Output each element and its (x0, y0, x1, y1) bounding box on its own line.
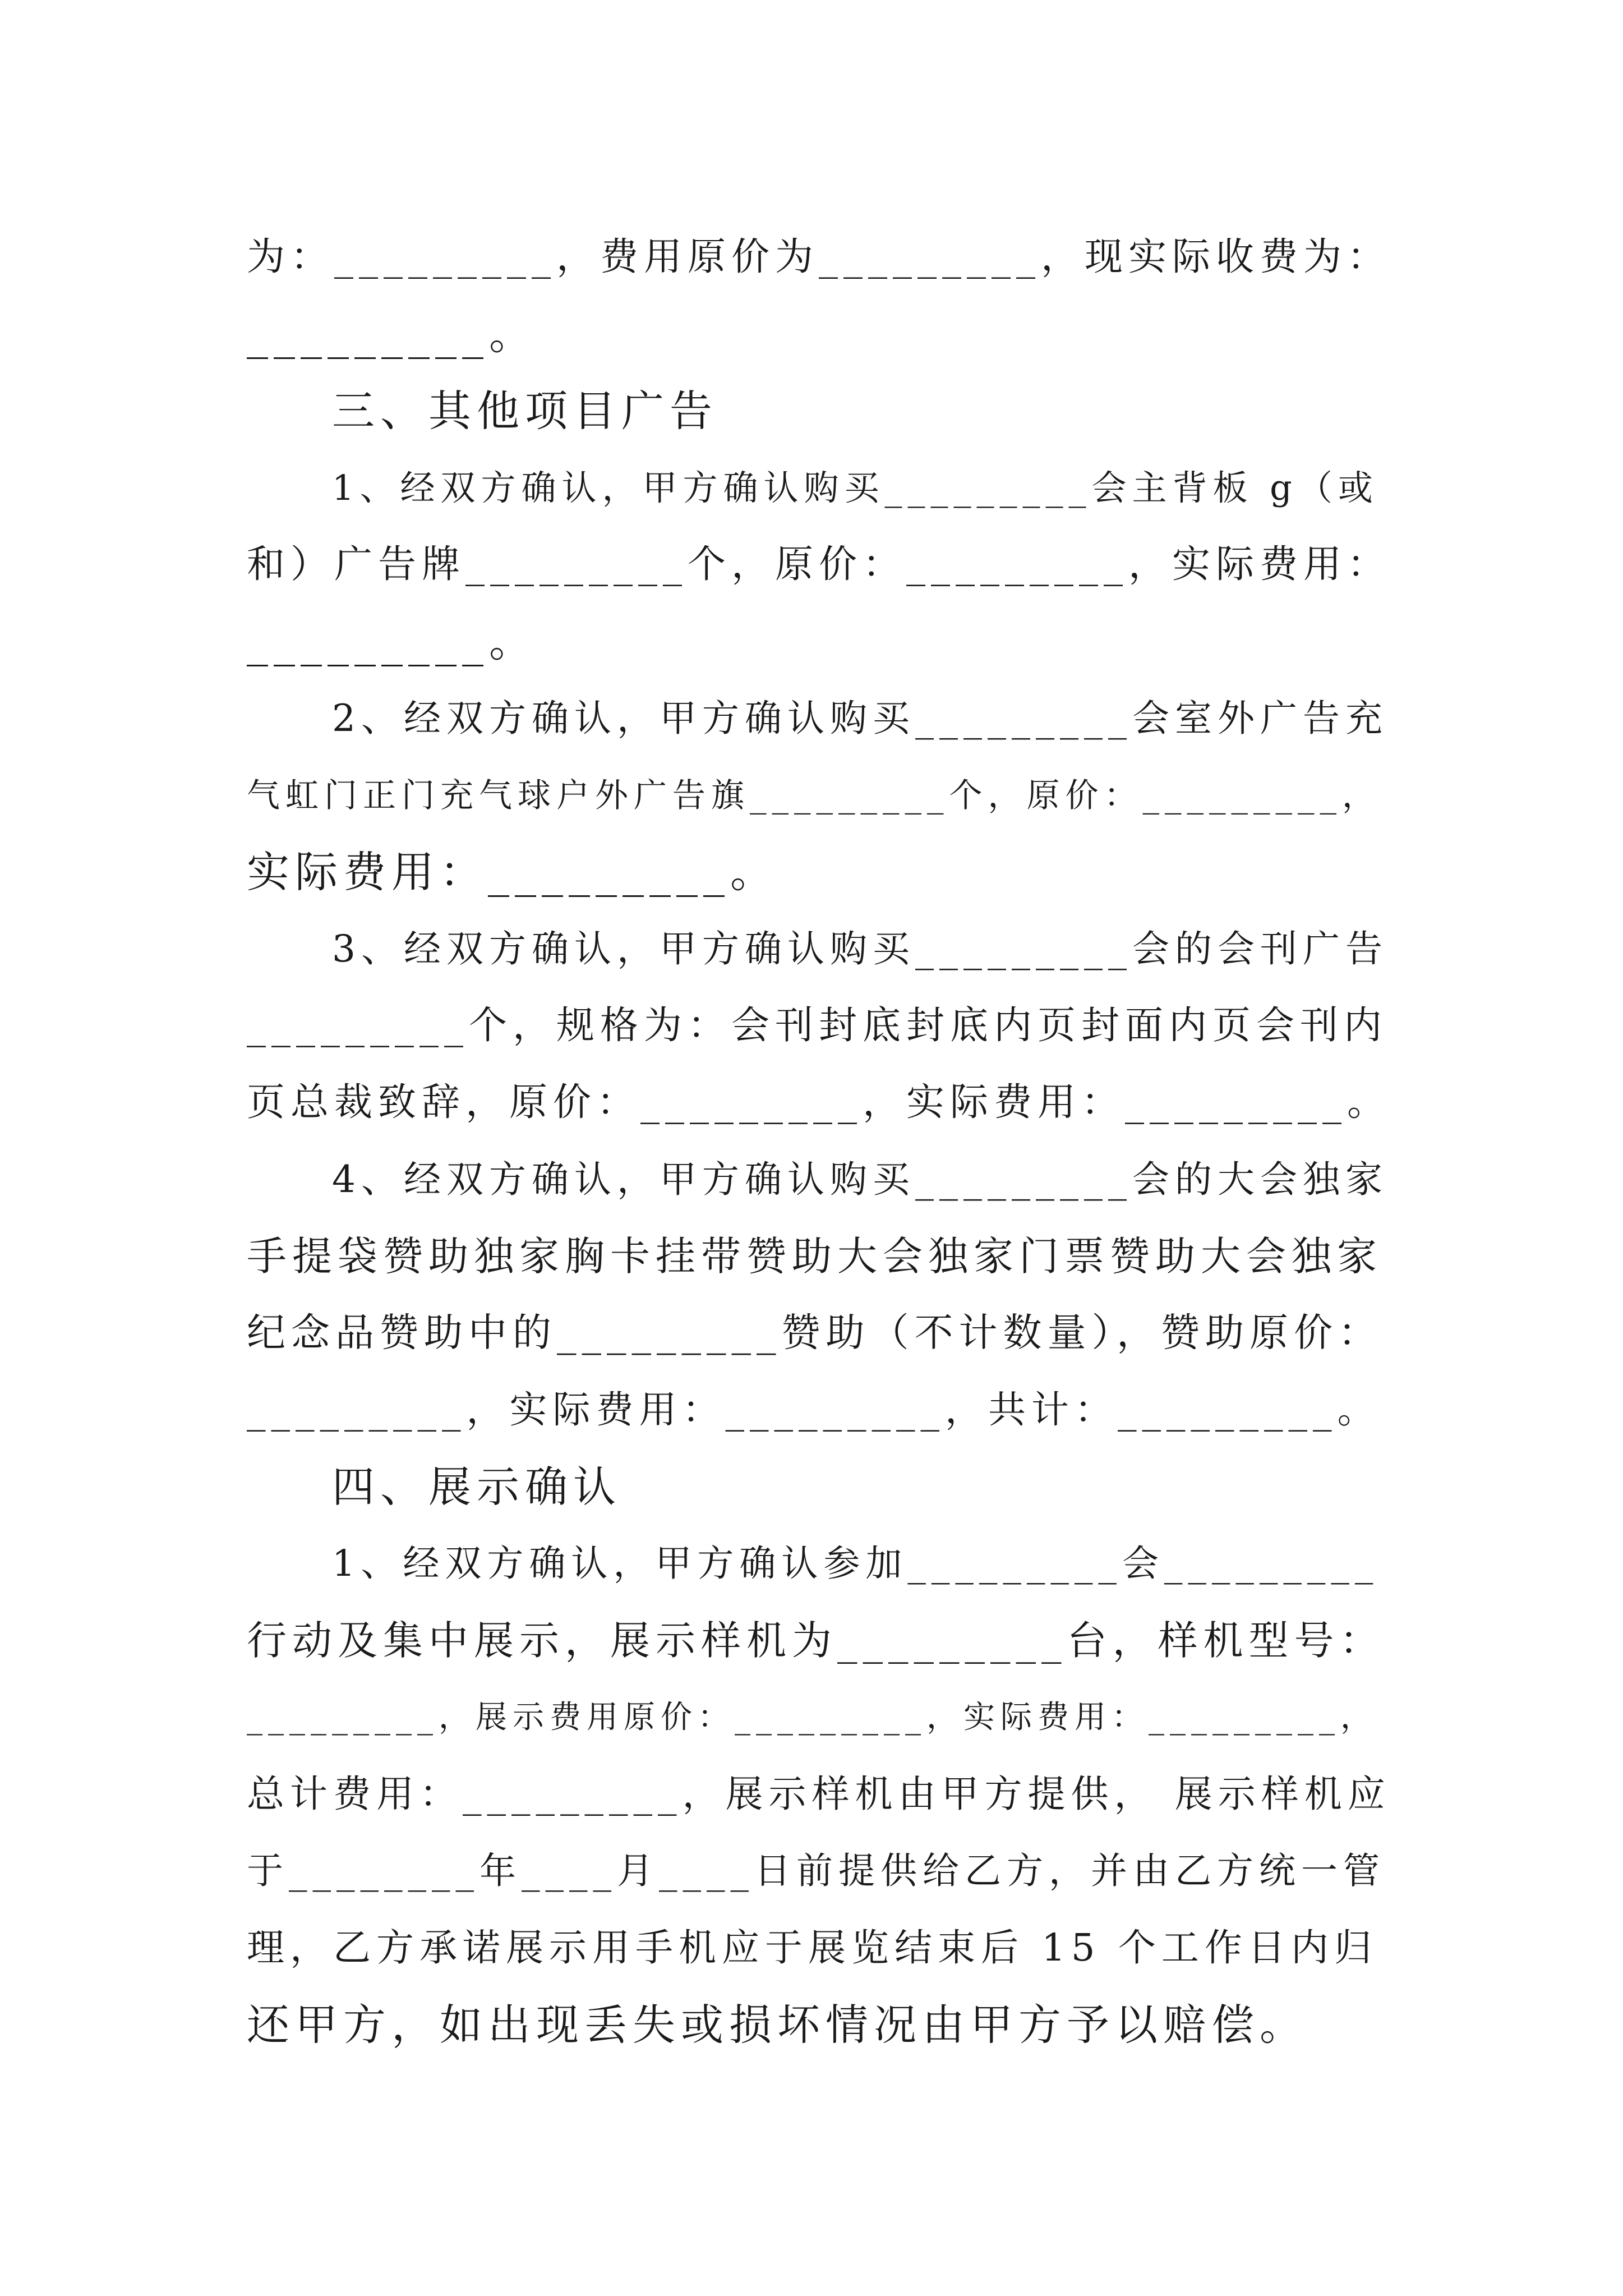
text-line: 3、经双方确认，甲方确认购买_________会的会刊广告 (332, 927, 1388, 970)
text-line: 手提袋赞助独家胸卡挂带赞助大会独家门票赞助大会独家 (247, 1233, 1383, 1280)
text-line: 1、经双方确认，甲方确认购买_________会主背板 g（或 (332, 467, 1378, 508)
text-line: 和）广告牌_________个，原价：_________，实际费用： (247, 542, 1391, 587)
text-line: 纪念品赞助中的_________赞助（不计数量），赞助原价： (247, 1310, 1382, 1355)
text-line: _________。 (247, 309, 537, 359)
text-line: _________个，规格为：会刊封底封底内页封面内页会刊内 (247, 1004, 1388, 1048)
text-line: 还甲方，如出现丢失或损坏情况由甲方予以赔偿。 (247, 2000, 1308, 2050)
text-line: 理，乙方承诺展示用手机应于展览结束后 15 个工作日内归 (247, 1926, 1377, 1970)
text-line: _________，实际费用：_________，共计：_________。 (247, 1388, 1381, 1432)
text-line: _________。 (247, 616, 537, 666)
text-line: 行动及集中展示，展示样机为_________台，样机型号： (247, 1617, 1385, 1664)
text-line: 2、经双方确认，甲方确认购买_________会室外广告充 (332, 697, 1388, 740)
section-heading: 四、展示确认 (332, 1462, 621, 1512)
text-line: 于________年____月____日前提供给乙方，并由乙方统一管 (247, 1850, 1386, 1892)
section-heading: 三、其他项目广告 (332, 386, 718, 436)
text-line: 页总裁致辞，原价：_________，实际费用：_________。 (247, 1080, 1391, 1125)
text-line: 总计费用：_________，展示样机由甲方提供， 展示样机应 (247, 1772, 1391, 1816)
text-line: 气虹门正门充气球户外广告旗_________个，原价：_________， (247, 776, 1381, 815)
text-line: 1、经双方确认，甲方确认参加_________会_________ (332, 1543, 1379, 1585)
text-line: 4、经双方确认，甲方确认购买_________会的大会独家 (332, 1158, 1388, 1201)
text-line: _________，展示费用原价：_________，实际费用：_________， (247, 1699, 1377, 1736)
text-line: 为：_________，费用原价为_________，现实际收费为： (247, 235, 1391, 279)
text-line: 实际费用：_________。 (247, 847, 778, 897)
contract-text (247, 219, 1391, 2063)
